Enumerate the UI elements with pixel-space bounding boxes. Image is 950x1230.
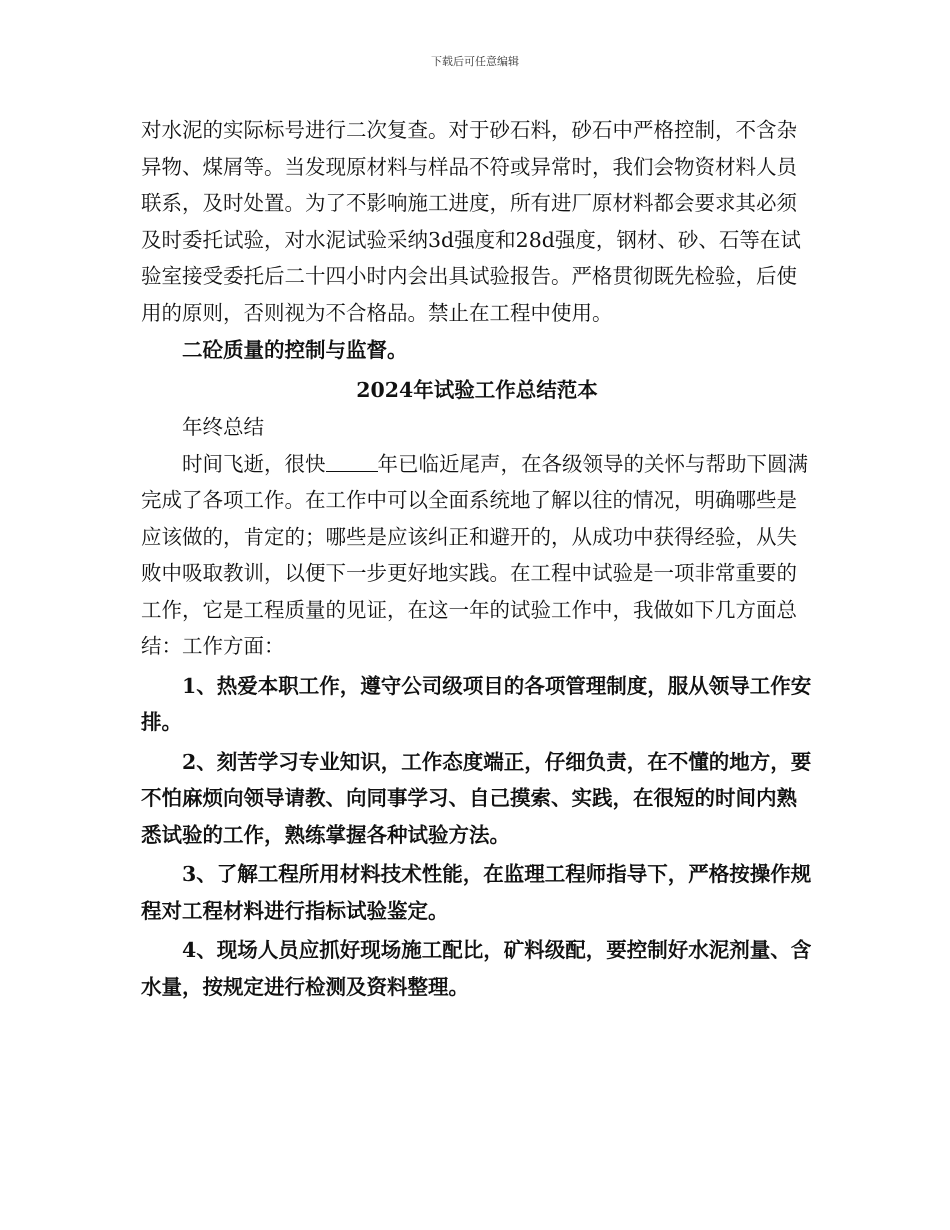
- section-heading-concrete-quality: 二砼质量的控制与监督。: [182, 338, 408, 362]
- summary-intro-start: 时间飞逝，很快: [182, 451, 326, 476]
- blank-underline: [326, 451, 378, 472]
- document-subtitle: 年终总结: [182, 415, 264, 439]
- list-item-3: 3、了解工程所用材料技术性能，在监理工程师指导下，严格按操作规程对工程材料进行指标试验鉴定。: [141, 862, 812, 923]
- list-item-2: 2、刻苦学习专业知识，工作态度端正，仔细负责，在不懂的地方，要不怕麻烦向领导请教、向同事学习、自己摸索、实践，在很短的时间内熟悉试验的工作，熟练掌握各种试验方法。: [141, 749, 812, 847]
- page-header: 下载后可任意编辑: [431, 55, 519, 68]
- list-item-4: 4、现场人员应抓好现场施工配比，矿料级配，要控制好水泥剂量、含水量，按规定进行检测及资料整理。: [141, 938, 812, 999]
- summary-intro-rest: 年已临近尾声，在各级领导的关怀与帮助下圆满完成了各项工作。在工作中可以全面系统地了解以往的情况，明确哪些是应该做的，肯定的；哪些是应该纠正和避开的，从成功中获得经验，从失败中吸取教训，以便下一步更好地实践。在工程中试验是一项非常重要的工作，它是工程质量的见证，在这一年的试验工作中，我做如下几方面总结：工作方面：: [141, 451, 808, 658]
- paragraph-summary-intro: [141, 446, 813, 665]
- document-body: [141, 112, 813, 1005]
- document-title: 2024年试验工作总结范本: [356, 377, 598, 402]
- paragraph-material-inspection: 对水泥的实际标号进行二次复查。对于砂石料，砂石中严格控制，不含杂异物、煤屑等。当发现原材料与样品不符或异常时，我们会物资材料人员联系，及时处置。为了不影响施工进度，所有进厂原材料都会要求其必须及时委托试验，对水泥试验采纳3d强度和28d强度，钢材、砂、石等在试验室接受委托后二十四小时内会出具试验报告。严格贯彻既先检验，后使用的原则，否则视为不合格品。禁止在工程中使用。: [141, 118, 801, 325]
- list-item-1: 1、热爱本职工作，遵守公司级项目的各项管理制度，服从领导工作安排。: [141, 673, 812, 734]
